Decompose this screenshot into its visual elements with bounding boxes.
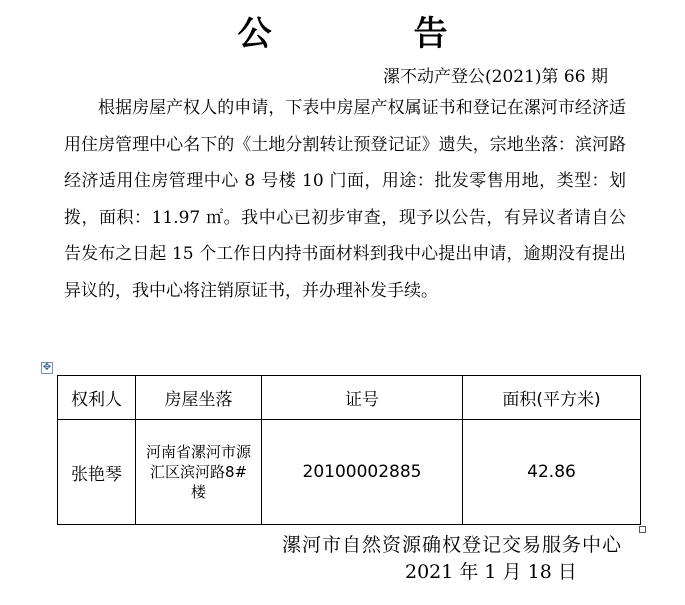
issue-date: 2021 年 1 月 18 日 xyxy=(405,561,577,583)
cell-owner: 张艳琴 xyxy=(58,420,136,525)
resize-handle[interactable] xyxy=(639,526,646,533)
header-location: 房屋坐落 xyxy=(136,376,262,420)
issuing-authority: 漯河市自然资源确权登记交易服务中心 xyxy=(282,534,623,556)
table-row xyxy=(58,420,641,525)
header-owner: 权利人 xyxy=(58,376,136,420)
document-number: 漯不动产登公(2021)第 66 期 xyxy=(383,67,608,87)
move-anchor-icon[interactable]: ✥ xyxy=(42,362,52,373)
certificate-table xyxy=(57,375,641,525)
notice-title: 公 告 xyxy=(237,14,502,54)
cell-area: 42.86 xyxy=(463,420,641,525)
cell-location: 河南省漯河市源汇区滨河路8#楼 xyxy=(136,420,262,525)
table-header-row xyxy=(58,376,641,420)
header-area: 面积(平方米) xyxy=(463,376,641,420)
cell-certificate-number: 20100002885 xyxy=(262,420,463,525)
header-certificate-number: 证号 xyxy=(262,376,463,420)
notice-body: 根据房屋产权人的申请，下表中房屋产权属证书和登记在漯河市经济适用住房管理中心名下的《土地分割转让预登记证》遗失，宗地坐落：滨河路经济适用住房管理中心 8 号楼 10 门面，用途：批发零售用地，类型：划拨，面积：11.97 ㎡。我中心已初步审查，现予以公告，有异议者请自公告发布之日起 15 个工作日内持书面材料到我中心提出申请，逾期没有提出异议的，我中心将注销原证书，并办理补发手续。 xyxy=(64,98,626,301)
